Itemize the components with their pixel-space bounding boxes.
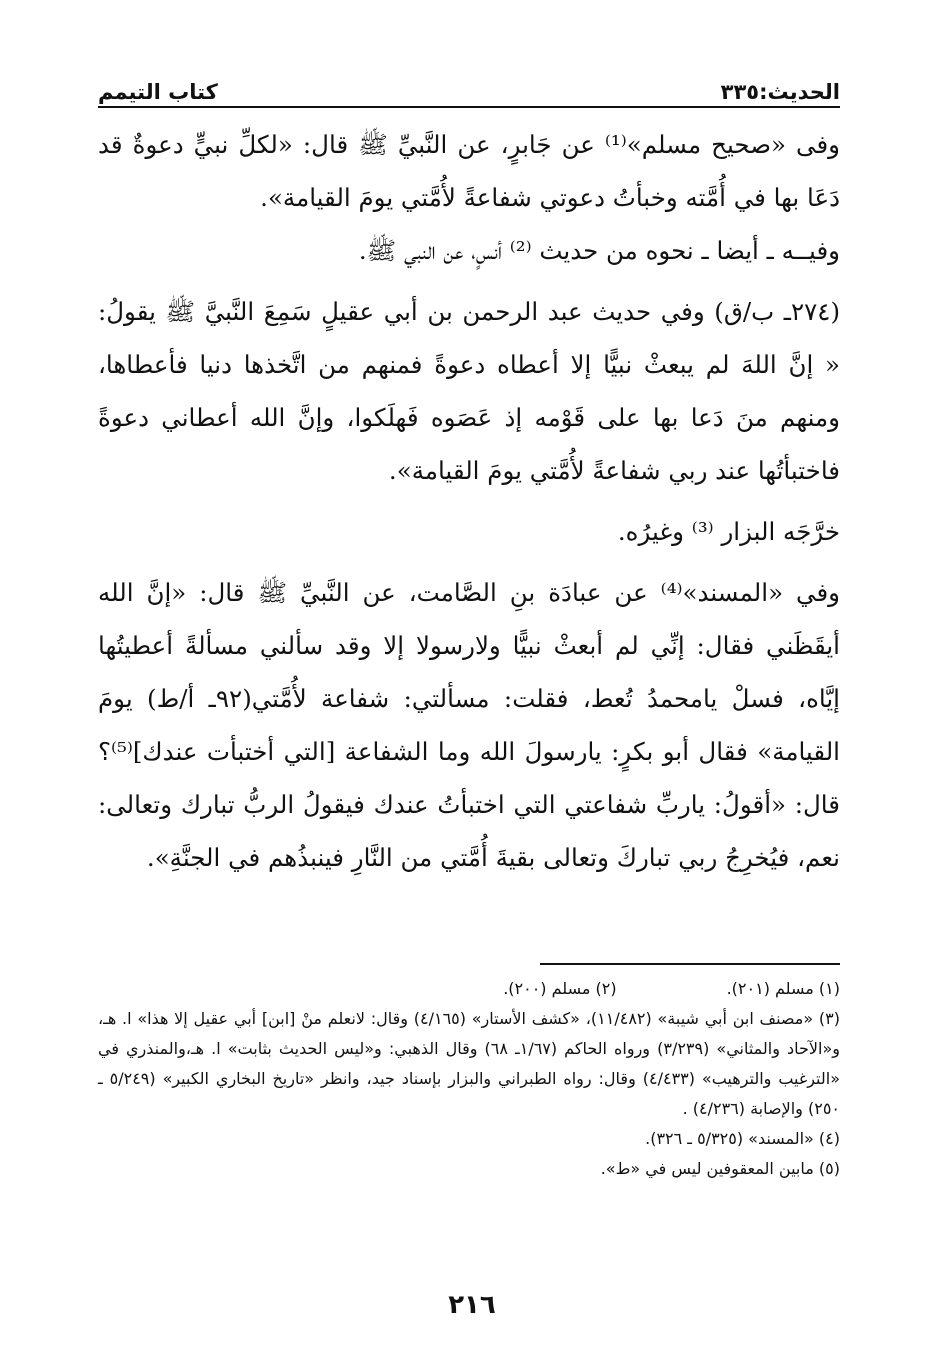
header-rule [98,106,840,108]
paragraph: خرَّجَه البزار ⁽³⁾ وغيرُه. [617,517,840,546]
footnote-4: (٤) «المسند» (٥/٣٢٥ ـ ٣٢٦). [645,1129,840,1148]
main-text [98,118,840,884]
page-number: ٢١٦ [448,1290,496,1320]
footnote-row [98,974,840,1004]
footnotes [98,974,840,1184]
paragraph: وفى «صحيح مسلم»⁽¹⁾ عن جَابرٍ، عن النَّبيِّ ﷺ قال: «لكلِّ نبيٍّ دعوةٌ قد دَعَا بها في أُمَّته وخبأتُ دعوتي شفاعةً لأُمَّتي يومَ القيامة». [98,130,840,212]
footnote-separator [540,963,840,965]
page-header [98,68,840,104]
paragraph: وفي «المسند»⁽⁴⁾ عن عبادَة بنِ الصَّامت، عن النَّبيِّ ﷺ قال: «إنَّ الله أيقَظَني فقال: إنِّي لم أبعثْ نبيًّا ولارسولا إلا وقد سألني مسألةً أعطيتُها إيَّاه، فسلْ يامحمدُ تُعط، فقلت: مسألتي: شفاعة لأُمَّتي(٩٢ـ أ/ط) يومَ القيامة» فقال أبو بكرٍ: يارسولَ الله وما الشفاعة [التي أختبأت عندك]⁽⁵⁾؟ قال: «أقولُ: ياربِّ شفاعتي التي اختبأتُ عندك فيقولُ الربُّ تبارك وتعالى: نعم، فيُخرِجُ ربي تباركَ وتعالى بقيةَ أُمَّتي من النَّارِ فينبذُهم في الجنَّةِ». [98,578,840,872]
footnote-3: (٣) «مصنف ابن أبي شيبة» (١١/٤٨٢)، «كشف الأستار» (٤/١٦٥) وقال: لانعلم منْ [ابن] أبي عقيل إلا هذا» ا. هـ، و«الآحاد والمثاني» (٣/٢٣٩) ورواه الحاكم (١/٦٧ـ ٦٨) وقال الذهبي: و«ليس الحديث بثابت» ا. هـ،والمنذري في «الترغيب والترهيب» (٤/٤٣٣) وقال: رواه الطبراني والبزار بإسناد جيد، وانظر «تاريخ البخاري الكبير» (٥/٢٤٩ ـ ٢٥٠) والإصابة (٤/٢٣٦) . [98,1009,841,1118]
footnote-1: (١) مسلم (٢٠١). [726,979,840,998]
footnote-2: (٢) مسلم (٢٠٠). [503,979,617,998]
footnote-5: (٥) مابين المعقوفين ليس في «ط». [600,1159,840,1178]
paragraph: (٢٧٤ـ ب/ق) وفي حديث عبد الرحمن بن أبي عقيلٍ سَمِعَ النَّبيَّ ﷺ يقولُ: « إنَّ اللهَ لم يبعثْ نبيًّا إلا أعطاه دعوةً فمنهم من اتَّخذها دنيا فأعطاها، ومنهم منَ دَعا بها على قَوْمه إذ عَصَوه فَهلَكوا، وإنَّ الله أعطاني دعوةً فاختبأتُها عند ربي شفاعةً لأُمَّتي يومَ القيامة». [98,297,840,485]
hadith-number-label: الحديث:٣٣٥ [720,80,840,104]
paragraph: وفيــه ـ أيضا ـ نحوه من حديث ⁽²⁾ أنسٍ، عن النبي ﷺ. [358,236,840,265]
book-title: كتاب التيمم [98,80,218,104]
